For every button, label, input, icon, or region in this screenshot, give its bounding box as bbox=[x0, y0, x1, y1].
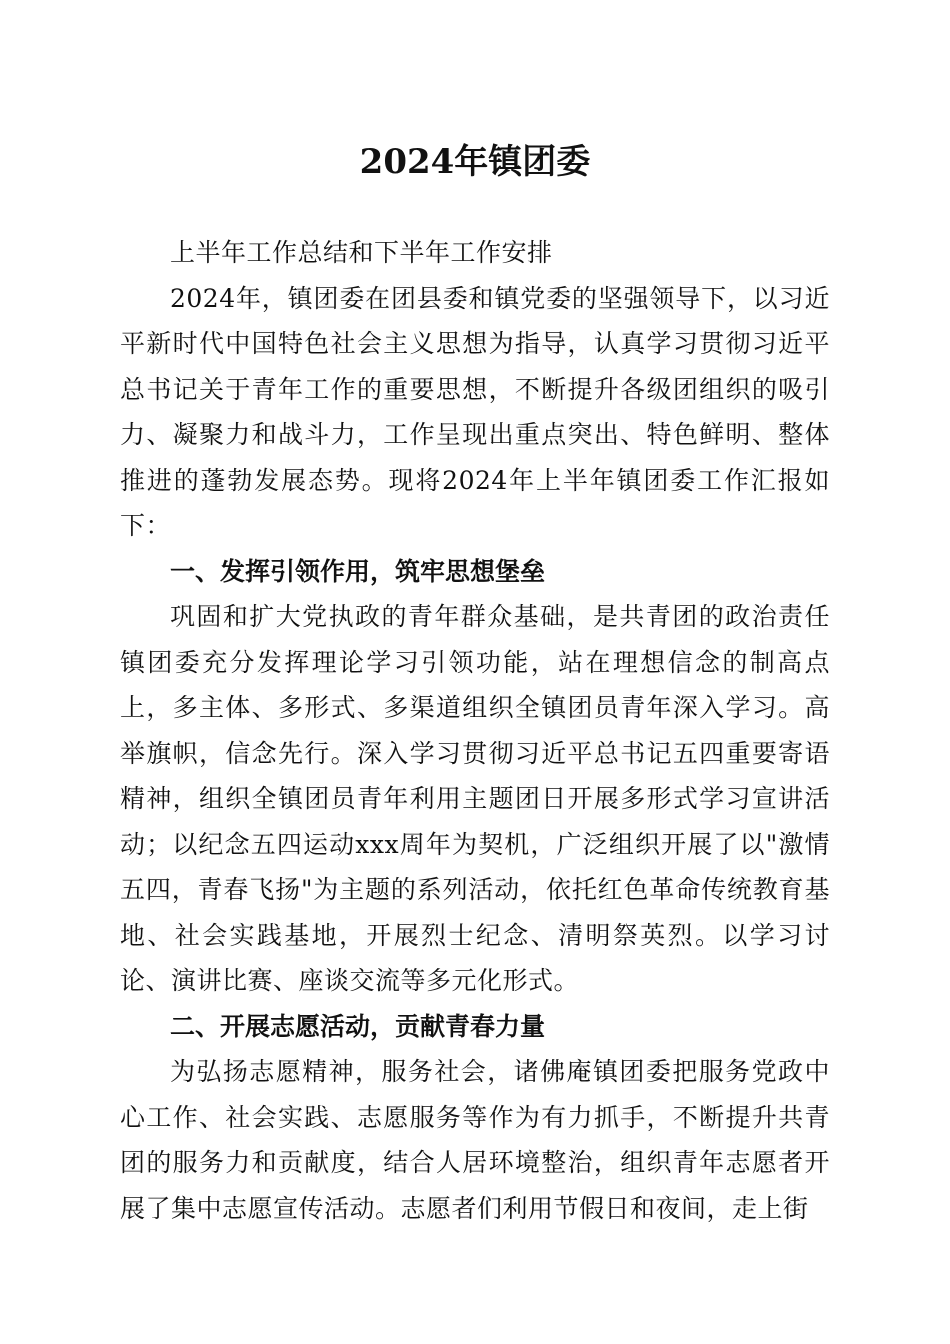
document-title: 2024年镇团委 bbox=[359, 142, 591, 182]
document-subtitle: 上半年工作总结和下半年工作安排 bbox=[170, 238, 553, 267]
section-heading-1: 一、发挥引领作用，筑牢思想堡垒 bbox=[170, 556, 546, 586]
section-body-2: 为弘扬志愿精神，服务社会，诸佛庵镇团委把服务党政中心工作、社会实践、志愿服务等作为有力抓手，不断提升共青团的服务力和贡献度，结合人居环境整治，组织青年志愿者开展了集中志愿宣传活动。志愿者们利用节假日和夜间，走上街 bbox=[120, 1057, 830, 1223]
document-body bbox=[120, 230, 830, 1231]
section-heading-2: 二、开展志愿活动，贡献青春力量 bbox=[170, 1011, 546, 1041]
section-body-1: 巩固和扩大党执政的青年群众基础，是共青团的政治责任镇团委充分发挥理论学习引领功能，站在理想信念的制高点上，多主体、多形式、多渠道组织全镇团员青年深入学习。高举旗帜，信念先行。深入学习贯彻习近平总书记五四重要寄语精神，组织全镇团员青年利用主题团日开展多形式学习宣讲活动；以纪念五四运动xxx周年为契机，广泛组织开展了以"激情五四，青春飞扬"为主题的系列活动，依托红色革命传统教育基地、社会实践基地，开展烈士纪念、清明祭英烈。以学习讨论、演讲比赛、座谈交流等多元化形式。 bbox=[120, 602, 830, 995]
intro-paragraph: 2024年，镇团委在团县委和镇党委的坚强领导下，以习近平新时代中国特色社会主义思想为指导，认真学习贯彻习近平总书记关于青年工作的重要思想，不断提升各级团组织的吸引力、凝聚力和战斗力，工作呈现出重点突出、特色鲜明、整体推进的蓬勃发展态势。现将2024年上半年镇团委工作汇报如下： bbox=[120, 283, 830, 540]
